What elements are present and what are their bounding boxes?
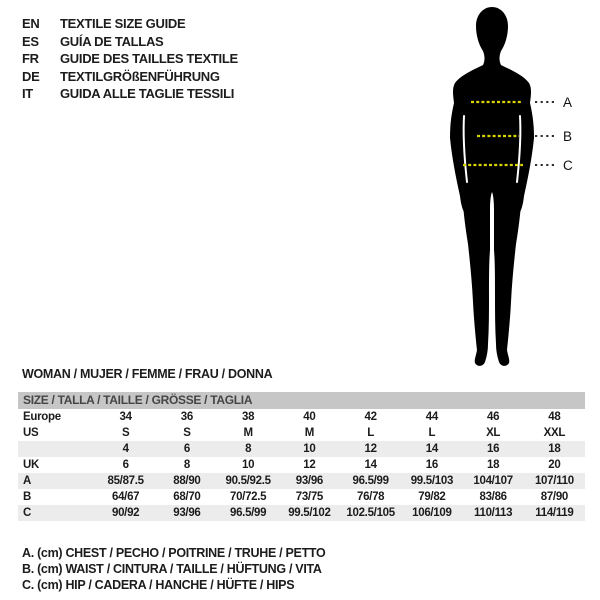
size-value: 73/75 xyxy=(295,491,324,503)
size-value: 8 xyxy=(183,459,190,471)
woman-silhouette xyxy=(450,7,534,366)
size-value: 14 xyxy=(425,443,438,455)
size-value: 83/86 xyxy=(479,491,507,503)
size-value: 88/90 xyxy=(173,475,201,487)
size-value: 12 xyxy=(364,443,377,455)
size-value: 16 xyxy=(487,443,500,455)
size-value: 110/113 xyxy=(474,507,513,519)
size-value: L xyxy=(428,427,436,439)
row-label: A xyxy=(23,475,32,487)
size-value: 12 xyxy=(303,459,316,471)
size-value: 40 xyxy=(303,411,316,423)
language-code: IT xyxy=(22,86,33,101)
size-value: 102.5/105 xyxy=(346,507,395,519)
size-value: 79/82 xyxy=(418,491,446,503)
table-row xyxy=(18,505,585,521)
row-label: US xyxy=(23,427,39,439)
table-row xyxy=(18,425,585,441)
language-label: GUIDA ALLE TAGLIE TESSILI xyxy=(60,86,235,101)
measurement-legend xyxy=(22,545,325,593)
language-label: GUÍA DE TALLAS xyxy=(60,33,164,49)
size-value: 42 xyxy=(364,411,377,423)
size-value: 96.5/99 xyxy=(352,475,389,487)
size-value: 34 xyxy=(119,411,132,423)
table-row xyxy=(18,489,585,505)
size-value: 46 xyxy=(487,411,500,423)
table-row xyxy=(18,457,585,473)
size-value: 16 xyxy=(425,459,438,471)
language-row xyxy=(22,85,238,103)
size-value: 48 xyxy=(548,411,561,423)
row-label: Europe xyxy=(23,411,61,423)
hip-label: C xyxy=(563,158,573,173)
size-value: 70/72.5 xyxy=(229,491,267,503)
chest-label: A xyxy=(563,95,573,110)
size-value: 114/119 xyxy=(535,507,574,519)
waist-label: B xyxy=(563,129,573,144)
size-value: S xyxy=(121,427,130,439)
size-value: 4 xyxy=(122,443,129,455)
size-value: 20 xyxy=(548,459,561,471)
language-label: TEXTILGRÖßENFÜHRUNG xyxy=(60,68,220,84)
size-value: 10 xyxy=(303,443,316,455)
size-table-header: SIZE / TALLA / TAILLE / GRÖSSE / TAGLIA xyxy=(18,392,585,409)
language-row xyxy=(22,50,238,68)
section-title: WOMAN / MUJER / FEMME / FRAU / DONNA xyxy=(22,367,273,381)
size-value: 96.5/99 xyxy=(229,507,267,519)
language-code: FR xyxy=(22,51,39,66)
size-table xyxy=(18,392,585,521)
size-value: M xyxy=(304,427,315,439)
size-value: XXL xyxy=(543,427,566,439)
size-table-body xyxy=(18,409,585,521)
language-label: GUIDE DES TAILLES TEXTILE xyxy=(60,51,238,66)
row-label: C xyxy=(23,507,32,519)
size-value: 36 xyxy=(180,411,193,423)
language-row xyxy=(22,15,238,33)
size-value: 38 xyxy=(242,411,255,423)
size-value: XL xyxy=(486,427,501,439)
size-value: L xyxy=(367,427,374,439)
size-value: 44 xyxy=(425,411,438,423)
size-value: 99.5/102 xyxy=(288,507,331,519)
size-value: 93/96 xyxy=(295,475,324,487)
size-value: 76/78 xyxy=(356,491,385,503)
size-value: 8 xyxy=(245,443,252,455)
size-value: 106/109 xyxy=(412,507,452,519)
size-value: 10 xyxy=(242,459,255,471)
language-row xyxy=(22,68,238,86)
language-list xyxy=(22,15,238,103)
size-value: 104/107 xyxy=(473,475,513,487)
size-value: 14 xyxy=(364,459,377,471)
size-value: 107/110 xyxy=(534,475,574,487)
size-value: 93/96 xyxy=(173,507,201,519)
row-label: B xyxy=(23,491,32,503)
size-value: 68/70 xyxy=(173,491,201,503)
language-label: TEXTILE SIZE GUIDE xyxy=(60,16,186,31)
size-value: 85/87.5 xyxy=(107,475,144,487)
language-code: DE xyxy=(22,68,40,84)
size-value: 99.5/103 xyxy=(410,475,454,487)
size-value: S xyxy=(183,427,191,439)
table-row xyxy=(18,473,585,489)
size-value: 87/90 xyxy=(540,491,569,503)
legend-line-hip: C. (cm) HIP / CADERA / HANCHE / HÜFTE / HIPS xyxy=(22,578,295,592)
legend-line-waist: B. (cm) WAIST / CINTURA / TAILLE / HÜFTUNG / VITA xyxy=(22,562,322,576)
size-value: 90/92 xyxy=(111,507,140,519)
legend-line-chest: A. (cm) CHEST / PECHO / POITRINE / TRUHE / PETTO xyxy=(22,546,326,560)
language-code: EN xyxy=(22,16,40,31)
size-value: M xyxy=(243,427,253,439)
language-code: ES xyxy=(22,33,39,49)
size-value: 18 xyxy=(548,443,561,455)
size-value: 6 xyxy=(122,459,129,471)
size-value: 6 xyxy=(183,443,190,455)
size-value: 64/67 xyxy=(111,491,140,503)
row-label: UK xyxy=(23,459,40,471)
size-value: 90.5/92.5 xyxy=(225,475,271,487)
language-row xyxy=(22,33,238,51)
table-row xyxy=(18,409,585,425)
table-row xyxy=(18,441,585,457)
measurement-figure xyxy=(420,0,590,372)
size-value: 18 xyxy=(487,459,500,471)
